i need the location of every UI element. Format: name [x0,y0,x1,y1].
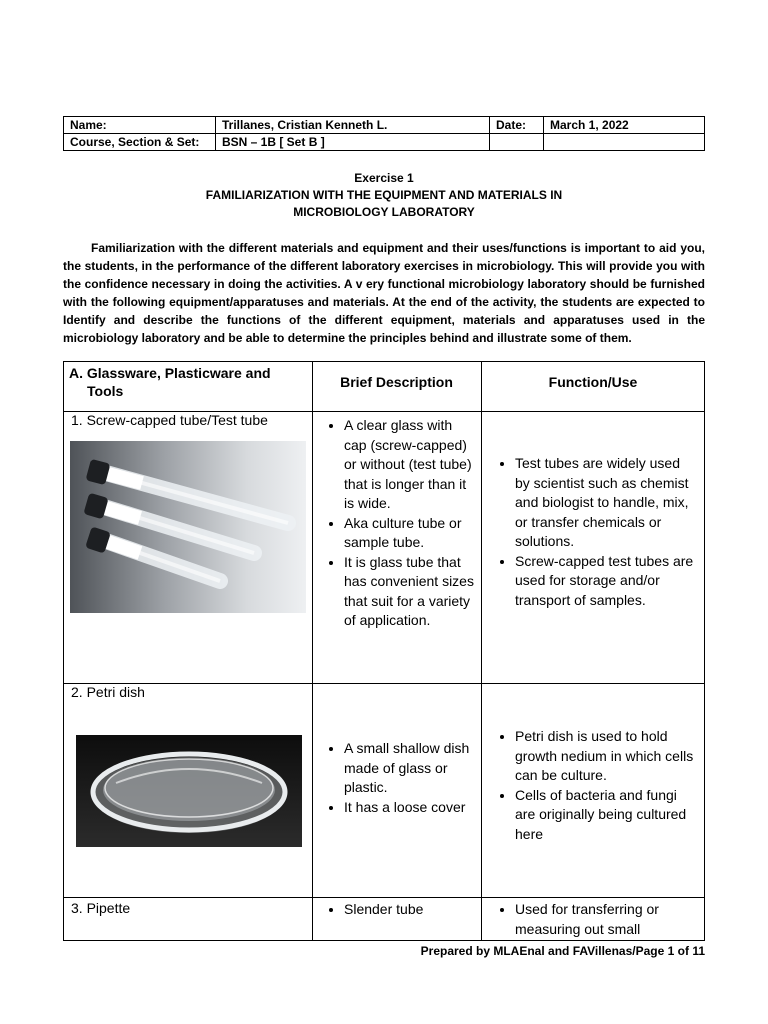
list-item: • Screw-capped test tubes are used for storage and/or transport of samples. [515,552,698,611]
date-value: March 1, 2022 [544,117,705,134]
item-petri-dish: 2. Petri dish [71,684,145,700]
list-item: • Cells of bacteria and fungi are originally being cultured here [515,786,698,845]
date-label: Date: [490,117,544,134]
equipment-table [63,361,705,941]
col-header-function: Function/Use [548,374,638,390]
col-header-item [69,364,309,400]
page-total: 11 [692,944,705,958]
list-item: • A clear glass with cap (screw-capped) or without (test tube) that is longer than it is wide. [344,416,477,514]
exercise-heading [63,170,705,221]
test-tubes-illustration [70,441,306,613]
func-test-tube-list [493,454,698,610]
list-item: • It is glass tube that has convenient sizes that suit for a variety of application. [344,553,477,631]
func-petri-dish [493,727,698,844]
item-test-tube: 1. Screw-capped tube/Test tube [71,412,268,428]
col-header-item-line2: Tools [87,383,124,399]
list-item: • Used for transferring or measuring out small [515,900,698,939]
func-pipette [493,900,698,939]
intro-text: Familiarization with the different materials and equipment and their uses/functions is important to aid you, the students, in the performance of the different laboratory exercises in microbiology. This will provide you with the confidence necessary in doing the activities. A v ery functional microbiology laboratory should be furnished with the following equipment/apparatuses and materials. At the end of the activity, the students are expected to Identify and describe the functions of the different equipment, materials and apparatuses used in the microbiology laboratory and be able to determine the principles behind and illustrate some of them. [63,241,705,345]
list-item: • Petri dish is used to hold growth nedium in which cells can be culture. [515,727,698,786]
list-item: • Aka culture tube or sample tube. [344,514,477,553]
petri-dish-image [76,735,302,847]
exercise-title-line1: FAMILIARIZATION WITH THE EQUIPMENT AND MATERIALS IN [205,188,563,202]
desc-petri-dish [322,739,477,817]
desc-petri-dish-list [322,739,477,817]
name-label: Name: [64,117,216,134]
test-tube-image [70,441,306,613]
empty-cell [490,134,544,151]
header-table [63,116,705,151]
empty-cell [544,134,705,151]
desc-pipette [322,900,477,920]
list-item: • It has a loose cover [344,798,477,818]
course-label: Course, Section & Set: [64,134,216,151]
exercise-number: Exercise 1 [354,171,414,185]
name-value: Trillanes, Cristian Kenneth L. [216,117,490,134]
page-footer [421,944,705,958]
func-pipette-list [493,900,698,939]
desc-test-tube [322,416,477,631]
footer-prefix: Prepared by MLAEnal and FAVillenas/Page [420,944,668,958]
col-header-description: Brief Description [340,374,453,390]
list-item: • Test tubes are widely used by scientist such as chemist and biologist to handle, mix, or transfer chemicals or solutions. [515,454,698,552]
course-value: BSN – 1B [ Set B ] [216,134,490,151]
list-item: • Slender tube [344,900,477,920]
petri-dish-illustration [76,735,302,847]
item-pipette: 3. Pipette [71,900,131,916]
desc-test-tube-list [322,416,477,631]
intro-paragraph [63,239,705,347]
col-header-item-line1: A. Glassware, Plasticware and [69,365,271,381]
page-number: 1 [667,944,675,958]
func-test-tube [493,454,698,610]
desc-pipette-list [322,900,477,920]
exercise-title-line2: MICROBIOLOGY LABORATORY [293,205,475,219]
func-petri-dish-list [493,727,698,844]
footer-of: of [674,944,693,958]
list-item: • A small shallow dish made of glass or plastic. [344,739,477,798]
